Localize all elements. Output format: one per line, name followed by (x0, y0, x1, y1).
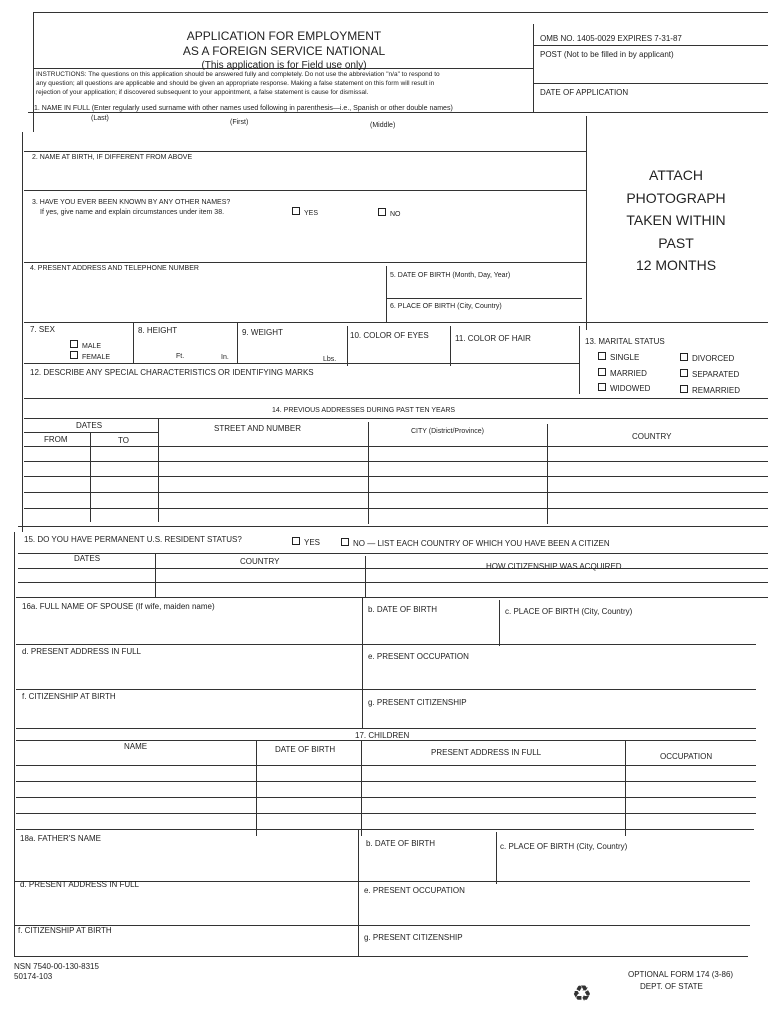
item2-label: 2. NAME AT BIRTH, IF DIFFERENT FROM ABOVE (32, 154, 193, 161)
sex-male-option[interactable] (70, 340, 101, 351)
item15-no-option[interactable] (341, 538, 610, 548)
item18a-label: 18a. FATHER'S NAME (20, 834, 101, 843)
item1-last: (Last) (91, 115, 109, 122)
marital-separated-text: SEPARATED (692, 370, 740, 379)
item4-right-divider (386, 266, 387, 322)
item17-row-line-2 (16, 797, 756, 798)
marital-divorced-option[interactable] (680, 353, 734, 363)
item18-center-divider (358, 830, 359, 956)
department-label: DEPT. OF STATE (640, 982, 703, 991)
item18e-label: e. PRESENT OCCUPATION (364, 886, 465, 895)
form-border-left (33, 12, 34, 132)
item18f-label: f. CITIZENSHIP AT BIRTH (18, 926, 112, 935)
instructions-line-2: any question; all questions are applicable and should be given an appropriate response. Making a false statement on this form will result in (36, 80, 435, 87)
item17-occupation-header: OCCUPATION (660, 752, 713, 761)
omb-number: OMB NO. 1405-0029 EXPIRES 7-31-87 (540, 34, 682, 43)
item3-no-checkbox[interactable] (378, 208, 386, 216)
item14-from-header: FROM (44, 435, 68, 444)
item16-bc-divider (499, 600, 500, 646)
marital-divorced-checkbox[interactable] (680, 353, 688, 361)
item3-no-text: NO (390, 211, 401, 218)
item16f-label: f. CITIZENSHIP AT BIRTH (22, 692, 116, 701)
instructions-line-1: INSTRUCTIONS: The questions on this application should be answered fully and completely. Do not use the abbreviation "n/a" to respond to (36, 71, 440, 78)
sex-male-checkbox[interactable] (70, 340, 78, 348)
header-right-divider (533, 24, 534, 112)
item17-address-header: PRESENT ADDRESS IN FULL (431, 748, 542, 757)
form-border-left-bottom (14, 532, 15, 957)
item15-country-how-divider (365, 556, 366, 598)
item15-header-bottom (18, 568, 768, 569)
weight-eyes-divider (347, 326, 348, 366)
item17-header-top (16, 740, 756, 741)
sex-male-text: MALE (82, 343, 102, 350)
item16-center-divider (362, 598, 363, 728)
item14-header-bottom (24, 446, 768, 447)
photo-line-1: ATTACH (649, 167, 703, 183)
item16b-label: b. DATE OF BIRTH (368, 605, 438, 614)
marital-remarried-text: REMARRIED (692, 386, 741, 395)
sex-height-divider (133, 323, 134, 363)
item3-yes-checkbox[interactable] (292, 207, 300, 215)
item16e-label: e. PRESENT OCCUPATION (368, 652, 469, 661)
item15-yes-text: YES (304, 538, 321, 547)
photo-line-5: 12 MONTHS (635, 257, 717, 273)
item3-subtext: If yes, give name and explain circumstances under item 38. (40, 209, 225, 216)
weight-lbs-unit: Lbs. (323, 356, 337, 363)
item15-top-line (18, 526, 768, 527)
item14-label: 14. PREVIOUS ADDRESSES DURING PAST TEN YEARS (272, 407, 456, 414)
height-ft-unit: Ft. (176, 353, 185, 360)
item1-first: (First) (230, 119, 249, 126)
item16a-label: 16a. FULL NAME OF SPOUSE (If wife, maiden name) (22, 602, 215, 611)
item17-address-occupation-divider (625, 741, 626, 836)
item14-street-header: STREET AND NUMBER (214, 424, 301, 433)
marital-married-checkbox[interactable] (598, 368, 606, 376)
item15-no-text: NO — LIST EACH COUNTRY OF WHICH YOU HAVE BEEN A CITIZEN (353, 539, 610, 548)
item3-yes-text: YES (304, 210, 319, 217)
marital-married-option[interactable] (598, 368, 647, 378)
post-divider (534, 83, 768, 84)
item14-to-street-divider (158, 418, 159, 522)
marital-separated-option[interactable] (680, 369, 739, 379)
item1-middle: (Middle) (370, 122, 396, 129)
item18-top-line (16, 829, 754, 830)
item9-label: 9. WEIGHT (242, 328, 283, 337)
item7-top-line (24, 322, 768, 323)
item18f-top-line (14, 925, 750, 926)
marital-single-text: SINGLE (610, 353, 640, 362)
hair-marital-divider (579, 326, 580, 394)
item16f-top-line (16, 689, 756, 690)
photo-line-4: PAST (658, 234, 694, 251)
post-label: POST (Not to be filled in by applicant) (540, 50, 674, 59)
item15-no-checkbox[interactable] (341, 538, 349, 546)
item18c-label: c. PLACE OF BIRTH (City, Country) (500, 842, 628, 851)
item18b-label: b. DATE OF BIRTH (366, 839, 436, 848)
item15-row-line-1 (18, 582, 768, 583)
item2-top-line (24, 151, 586, 152)
item17-header-bottom (16, 765, 756, 766)
marital-remarried-checkbox[interactable] (680, 385, 688, 393)
marital-married-text: MARRIED (610, 369, 647, 378)
item16d-label: d. PRESENT ADDRESS IN FULL (22, 647, 141, 656)
item4-top-line (24, 262, 586, 263)
item17-name-header: NAME (124, 742, 148, 751)
item13-label: 13. MARITAL STATUS (585, 337, 665, 346)
item6-label: 6. PLACE OF BIRTH (City, Country) (390, 303, 502, 310)
item16d-top-line (16, 644, 756, 645)
marital-divorced-text: DIVORCED (692, 354, 735, 363)
item15-label: 15. DO YOU HAVE PERMANENT U.S. RESIDENT STATUS? (24, 535, 242, 544)
item3-label: 3. HAVE YOU EVER BEEN KNOWN BY ANY OTHER NAMES? (32, 199, 231, 206)
item17-dob-address-divider (361, 741, 362, 836)
form-subtitle: AS A FOREIGN SERVICE NATIONAL (182, 44, 386, 58)
item3-yes-option[interactable] (292, 207, 318, 218)
item14-row-line-4 (24, 508, 768, 509)
item3-top-line (24, 190, 586, 191)
item15-how-header: HOW CITIZENSHIP WAS ACQUIRED (486, 562, 622, 571)
photo-line-3: TAKEN WITHIN (626, 212, 726, 228)
item18-bc-divider (496, 832, 497, 884)
item18g-label: g. PRESENT CITIZENSHIP (364, 933, 463, 942)
omb-divider (534, 45, 768, 46)
marital-single-option[interactable] (598, 352, 639, 362)
item17-row-line-3 (16, 813, 756, 814)
item15-dates-country-divider (155, 553, 156, 597)
item15-dates-header: DATES (74, 554, 101, 563)
form-code: 50174-103 (14, 972, 53, 981)
item1-label: 1. NAME IN FULL (Enter regularly used surname with other names used following in parenthesis—i.e., Spanish or other double names) (34, 105, 453, 112)
item4-label: 4. PRESENT ADDRESS AND TELEPHONE NUMBER (30, 265, 199, 272)
height-in-unit: In. (221, 354, 229, 361)
item17-name-dob-divider (256, 741, 257, 836)
marital-widowed-text: WIDOWED (610, 384, 651, 393)
form-border-left-lower (22, 132, 23, 532)
item14-city-country-divider (547, 424, 548, 524)
item17-label: 17. CHILDREN (355, 731, 410, 740)
optional-form-label: OPTIONAL FORM 174 (3-86) (628, 970, 734, 979)
item16c-label: c. PLACE OF BIRTH (City, Country) (505, 607, 633, 616)
item7-label: 7. SEX (30, 325, 55, 334)
form-title: APPLICATION FOR EMPLOYMENT (186, 29, 382, 43)
marital-widowed-checkbox[interactable] (598, 383, 606, 391)
item15-header-top (18, 553, 768, 554)
item8-label: 8. HEIGHT (138, 326, 178, 335)
item18d-label: d. PRESENT ADDRESS IN FULL (20, 880, 139, 889)
item14-header-top (24, 418, 768, 419)
item16-top-line (16, 597, 768, 598)
marital-single-checkbox[interactable] (598, 352, 606, 360)
item16g-label: g. PRESENT CITIZENSHIP (368, 698, 467, 707)
sex-female-checkbox[interactable] (70, 351, 78, 359)
photo-instructions (586, 164, 766, 277)
sex-female-option[interactable] (70, 351, 110, 362)
form-usage-note: (This application is for Field use only) (201, 60, 367, 71)
instructions-line-3: rejection of your application; if discovered subsequent to your appointment, a false statement is cause for dismissal. (36, 89, 369, 96)
item14-row-line-3 (24, 492, 768, 493)
recycle-icon: ♻ (572, 981, 592, 1006)
item17-row-line-1 (16, 781, 756, 782)
item14-row-line-1 (24, 461, 768, 462)
item15-yes-option[interactable] (292, 537, 320, 547)
item14-country-header: COUNTRY (632, 432, 672, 441)
date-of-application-label: DATE OF APPLICATION (540, 88, 629, 97)
item17-top-line (16, 728, 756, 729)
item10-label: 10. COLOR OF EYES (350, 331, 429, 340)
item14-dates-underline (24, 432, 158, 433)
nsn-number: NSN 7540-00-130-8315 (14, 962, 99, 971)
item14-city-header: CITY (District/Province) (411, 428, 484, 435)
form-bottom-line (14, 956, 748, 957)
item12-label: 12. DESCRIBE ANY SPECIAL CHARACTERISTICS OR IDENTIFYING MARKS (30, 368, 314, 377)
height-weight-divider (237, 323, 238, 363)
form-border-top (34, 12, 768, 13)
marital-separated-checkbox[interactable] (680, 369, 688, 377)
item11-label: 11. COLOR OF HAIR (455, 334, 531, 343)
item17-dob-header: DATE OF BIRTH (275, 745, 336, 754)
marital-widowed-option[interactable] (598, 383, 650, 393)
item3-no-option[interactable] (378, 208, 401, 219)
item5-label: 5. DATE OF BIRTH (Month, Day, Year) (390, 272, 511, 279)
photo-line-2: PHOTOGRAPH (626, 189, 726, 206)
eyes-hair-divider (450, 326, 451, 366)
item14-row-line-2 (24, 476, 768, 477)
sex-female-text: FEMALE (82, 354, 111, 361)
item15-country-header: COUNTRY (240, 557, 280, 566)
item14-to-header: TO (118, 436, 129, 445)
item15-yes-checkbox[interactable] (292, 537, 300, 545)
item14-top-line (24, 398, 768, 399)
item14-dates-header: DATES (76, 421, 103, 430)
item6-top-line (387, 298, 582, 299)
marital-remarried-option[interactable] (680, 385, 740, 395)
item12-top-line (24, 363, 579, 364)
